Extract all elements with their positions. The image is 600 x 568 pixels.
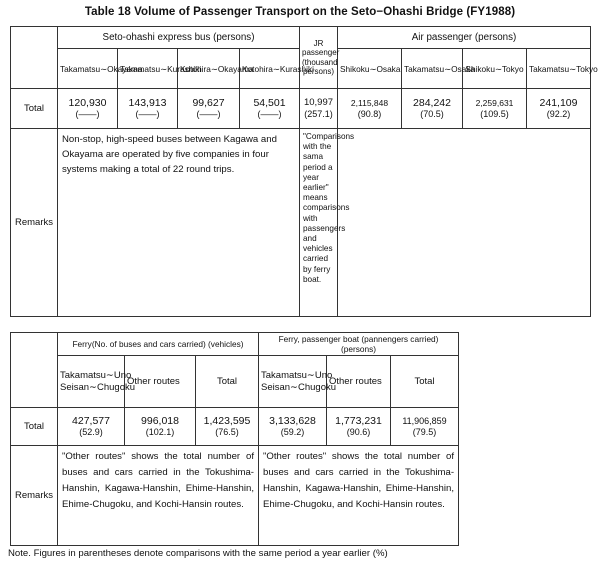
route-bus-4: Kotohira∼Kurashiki xyxy=(240,49,300,89)
cell-jr: 10,997 (257.1) xyxy=(300,89,338,129)
route-air-4: Takamatsu∼Tokyo xyxy=(527,49,591,89)
route-bus-2: Takamatsu∼Kurashiki xyxy=(118,49,178,89)
cell-air-3: 2,259,631 (109.5) xyxy=(463,89,527,129)
header-boat-group: Ferry, passenger boat (pannengers carried) (persons) xyxy=(259,333,459,356)
cell-bus-2: 143,913 (——) xyxy=(118,89,178,129)
cell-bus-4: 54,501 (——) xyxy=(240,89,300,129)
remarks-boat: "Other routes" shows the total number of buses and cars carried in the Tokushima-Hanshin, Kagawa-Hanshin, Ehime-Hanshin, Ehime-Chugoku, and Kochi-Hansin routes. xyxy=(259,446,459,546)
cell-air-4: 241,109 (92.2) xyxy=(527,89,591,129)
remarks-ferry: "Other routes" shows the total number of buses and cars carried in the Tokushima-Hanshin, Kagawa-Hanshin, Ehime-Hanshin, Ehime-Chugoku, and Kochi-Hansin routes. xyxy=(58,446,259,546)
cell-air-1: 2,115,848 (90.8) xyxy=(338,89,402,129)
remarks-bus: Non-stop, high-speed buses between Kagawa and Okayama are operated by five companies in four systems making a total of 22 round trips. xyxy=(58,129,300,317)
cell-air-2: 284,242 (70.5) xyxy=(402,89,463,129)
table-title: Table 18 Volume of Passenger Transport on the Seto−Ohashi Bridge (FY1988) xyxy=(84,6,516,18)
cell-ferry-2: 996,018 (102.1) xyxy=(125,408,196,446)
header-ferry-group: Ferry(No. of buses and cars carried) (vehicles) xyxy=(58,333,259,356)
col-boat-route1: Takamatsu∼Uno Seisan∼Chugoku xyxy=(259,356,327,408)
corner-cell-bottom xyxy=(11,333,58,408)
cell-boat-3: 11,906,859 (79.5) xyxy=(391,408,459,446)
header-jr: JR passenger (thousand persons) xyxy=(300,27,338,89)
remarks-air-empty xyxy=(338,129,591,317)
route-air-3: Shikoku∼Tokyo xyxy=(463,49,527,89)
cell-ferry-3: 1,423,595 (76.5) xyxy=(196,408,259,446)
route-bus-3: Kotohira∼Okayama xyxy=(178,49,240,89)
row-label-total-bottom: Total xyxy=(11,408,58,446)
col-boat-other: Other routes xyxy=(327,356,391,408)
row-label-remarks-bottom: Remarks xyxy=(11,446,58,546)
corner-cell xyxy=(11,27,58,89)
cell-boat-1: 3,133,628 (59.2) xyxy=(259,408,327,446)
header-air-group: Air passenger (persons) xyxy=(338,27,591,49)
top-table xyxy=(10,26,598,317)
bottom-table xyxy=(10,332,459,546)
cell-bus-1: 120,930 (——) xyxy=(58,89,118,129)
col-ferry-total: Total xyxy=(196,356,259,408)
header-bus-group: Seto-ohashi express bus (persons) xyxy=(58,27,300,49)
row-label-remarks: Remarks xyxy=(11,129,58,317)
col-boat-total: Total xyxy=(391,356,459,408)
footnote: Note. Figures in parentheses denote comparisons with the same period a year earlier (%) xyxy=(8,548,388,559)
remarks-jr: "Comparisons with the sama period a year earlier" means comparisons with passengers and vehicles carried by ferry boat. xyxy=(300,129,338,317)
route-bus-1: Takamatsu∼Okayama xyxy=(58,49,118,89)
col-ferry-route1: Takamatsu∼Uno Seisan∼Chugoku xyxy=(58,356,125,408)
cell-bus-3: 99,627 (——) xyxy=(178,89,240,129)
route-air-2: Takamatsu∼Osaka xyxy=(402,49,463,89)
cell-ferry-1: 427,577 (52.9) xyxy=(58,408,125,446)
cell-boat-2: 1,773,231 (90.6) xyxy=(327,408,391,446)
route-air-1: Shikoku∼Osaka xyxy=(338,49,402,89)
col-ferry-other: Other routes xyxy=(125,356,196,408)
row-label-total: Total xyxy=(11,89,58,129)
